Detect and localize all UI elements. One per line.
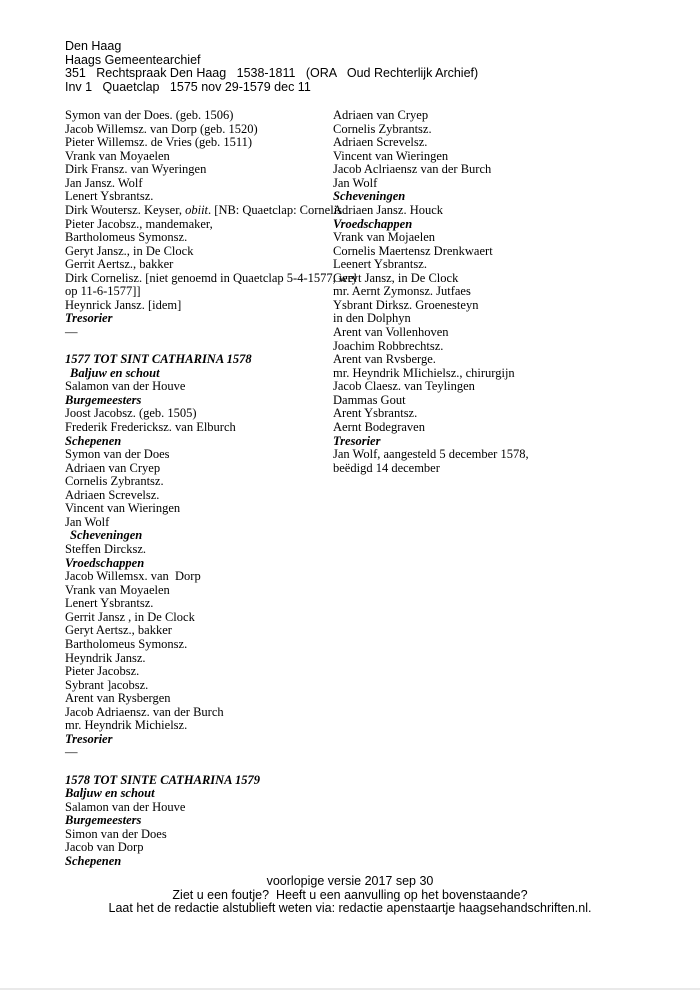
entry-line: Heynrick Jansz. [idem] [65, 297, 182, 312]
entry-line: Adriaen Screvelsz. [333, 135, 428, 150]
entry-line: Joachim Robbrechtsz. [333, 338, 444, 353]
entry-line: mr. Heyndrik MIichielsz., chirurgijn [333, 365, 515, 380]
entry-line [65, 204, 357, 218]
entry-line: Pieter Jacobsz., mandemaker, [65, 216, 213, 231]
entry-line: Geryt Jansz., in De Clock [65, 243, 194, 258]
entry-line: Dirk Fransz. van Wyeringen [65, 162, 207, 177]
entry-line: Jan Wolf [333, 175, 378, 190]
entry-line: in den Dolphyn [333, 311, 411, 326]
entry-line: Cornelis Zybrantsz. [333, 121, 432, 136]
entry-line: Dammas Gout [333, 392, 406, 407]
entry-line: Simon van der Does [65, 826, 167, 841]
entry-line: Adriaen van Cryep [333, 108, 429, 122]
section-heading: Schepenen [65, 853, 122, 868]
entry-line: Adriaen van Cryep [65, 460, 161, 475]
entry-line: Lenert Ysbrantsz. [65, 189, 154, 204]
entry-line: Salamon van der Houve [65, 379, 186, 394]
section-heading: Tresorier [65, 731, 113, 746]
footer-line: voorlopige versie 2017 sep 30 [266, 874, 434, 888]
header-line: Haags Gemeentearchief [65, 52, 201, 67]
italic-text: obiit [185, 202, 209, 217]
entry-line: Symon van der Does. (geb. 1506) [65, 108, 234, 122]
plain-text: Dirk Woutersz. Keyser, [65, 202, 186, 217]
entry-line: Arent van Rysbergen [65, 691, 171, 706]
entry-line: Symon van der Does [65, 447, 170, 462]
year-heading: 1578 TOT SINTE CATHARINA 1579 [65, 772, 260, 787]
footer-line: Ziet u een foutje? Heeft u een aanvulling op het bovenstaande? [172, 887, 528, 902]
entry-line: Aernt Bodegraven [333, 419, 425, 434]
entry-line: Arent van Rvsberge. [333, 352, 436, 367]
entry-line: beëdigd 14 december [333, 460, 440, 475]
entry-line: Geryt Jansz, in De Clock [333, 270, 459, 285]
entry-line: Vrank van Moyaelen [65, 148, 170, 163]
entry-line: Pieter Jacobsz. [65, 664, 140, 679]
entry-line: Vrank van Mojaelen [333, 230, 435, 245]
blank-line [65, 340, 357, 354]
entry-line: Gerrit Jansz , in De Clock [65, 609, 195, 624]
entry-line: Leenert Ysbrantsz. [333, 257, 427, 272]
entry-line: Arent van Vollenhoven [333, 325, 449, 339]
plain-text: . [NB: Quaetclap: Cornelis [208, 202, 343, 217]
document-header [65, 40, 478, 94]
entry-line: Jacob Aclriaensz van der Burch [333, 162, 492, 177]
entry-line: Adriaen Jansz. Houck [333, 202, 444, 217]
left-column [65, 109, 357, 869]
entry-line: Sybrant ]acobsz. [65, 677, 149, 692]
header-line: 351 Rechtspraak Den Haag 1538-1811 (ORA Oud Rechterlijk Archief) [65, 66, 479, 80]
entry-line: Vincent van Wieringen [333, 148, 449, 163]
section-heading: Burgemeesters [65, 392, 142, 407]
entry-line: Cornelis Maertensz Drenkwaert [333, 243, 493, 258]
entry-line: Salamon van der Houve [65, 799, 186, 814]
entry-line: Heyndrik Jansz. [65, 650, 146, 665]
entry-line: Jan Jansz. Wolf [65, 175, 143, 190]
entry-line: Gerrit Aertsz., bakker [65, 257, 174, 272]
blank-line [65, 760, 357, 774]
section-heading: Tresorier [333, 433, 381, 448]
header-line: Inv 1 Quaetclap 1575 nov 29-1579 dec 11 [65, 79, 311, 94]
section-heading: Baljuw en schout [70, 365, 160, 380]
entry-line: Geryt Aertsz., bakker [65, 623, 172, 638]
section-heading: Schepenen [65, 433, 122, 448]
entry-line: Frederik Fredericksz. van Elburch [65, 419, 236, 434]
entry-line: Dirk Cornelisz. [niet genoemd in Quaetclap 5-4-1577, wel [65, 270, 357, 285]
entry-line: Arent Ysbrantsz. [333, 406, 418, 421]
entry-line: Jacob Willemsx. van Dorp [65, 569, 201, 584]
entry-line: Bartholomeus Symonsz. [65, 230, 188, 245]
section-heading: Scheveningen [333, 189, 406, 204]
entry-line: Jacob Claesz. van Teylingen [333, 379, 475, 394]
document-footer [0, 875, 700, 916]
section-heading: Baljuw en schout [65, 786, 155, 801]
entry-line: Vincent van Wieringen [65, 501, 181, 516]
right-column [333, 109, 529, 475]
entry-line: op 11-6-1577]] [65, 284, 141, 299]
entry-line: Jan Wolf [65, 514, 110, 529]
entry-line: Jacob van Dorp [65, 840, 144, 855]
section-heading: Vroedschappen [333, 216, 413, 231]
entry-line: Vrank van Moyaelen [65, 582, 170, 597]
year-heading: 1577 TOT SINT CATHARINA 1578 [65, 352, 252, 367]
section-heading: Tresorier [65, 311, 113, 326]
entry-line: mr. Aernt Zymonsz. Jutfaes [333, 284, 471, 299]
entry-line: Adriaen Screvelsz. [65, 487, 160, 502]
section-heading: Scheveningen [70, 528, 143, 543]
entry-line: Steffen Dircksz. [65, 542, 146, 556]
entry-line: Bartholomeus Symonsz. [65, 636, 188, 651]
entry-line: Joost Jacobsz. (geb. 1505) [65, 406, 197, 421]
entry-line: Jacob Willemsz. van Dorp (geb. 1520) [65, 121, 258, 136]
entry-line: Jan Wolf, aangesteld 5 december 1578, [333, 447, 529, 462]
dash-line: — [65, 745, 78, 760]
entry-line: Lenert Ysbrantsz. [65, 596, 154, 611]
section-heading: Burgemeesters [65, 813, 142, 828]
section-heading: Vroedschappen [65, 555, 145, 570]
entry-line: Ysbrant Dirksz. Groenesteyn [333, 297, 479, 312]
dash-line: — [65, 325, 78, 339]
entry-line: mr. Heyndrik Michielsz. [65, 718, 188, 733]
entry-line: Pieter Willemsz. de Vries (geb. 1511) [65, 135, 253, 150]
entry-line: Jacob Adriaensz. van der Burch [65, 704, 224, 719]
header-line: Den Haag [65, 39, 122, 53]
entry-line: Cornelis Zybrantsz. [65, 474, 164, 489]
footer-line: Laat het de redactie alstublieft weten via: redactie apenstaartje haagsehandschriften.nl. [108, 901, 592, 916]
